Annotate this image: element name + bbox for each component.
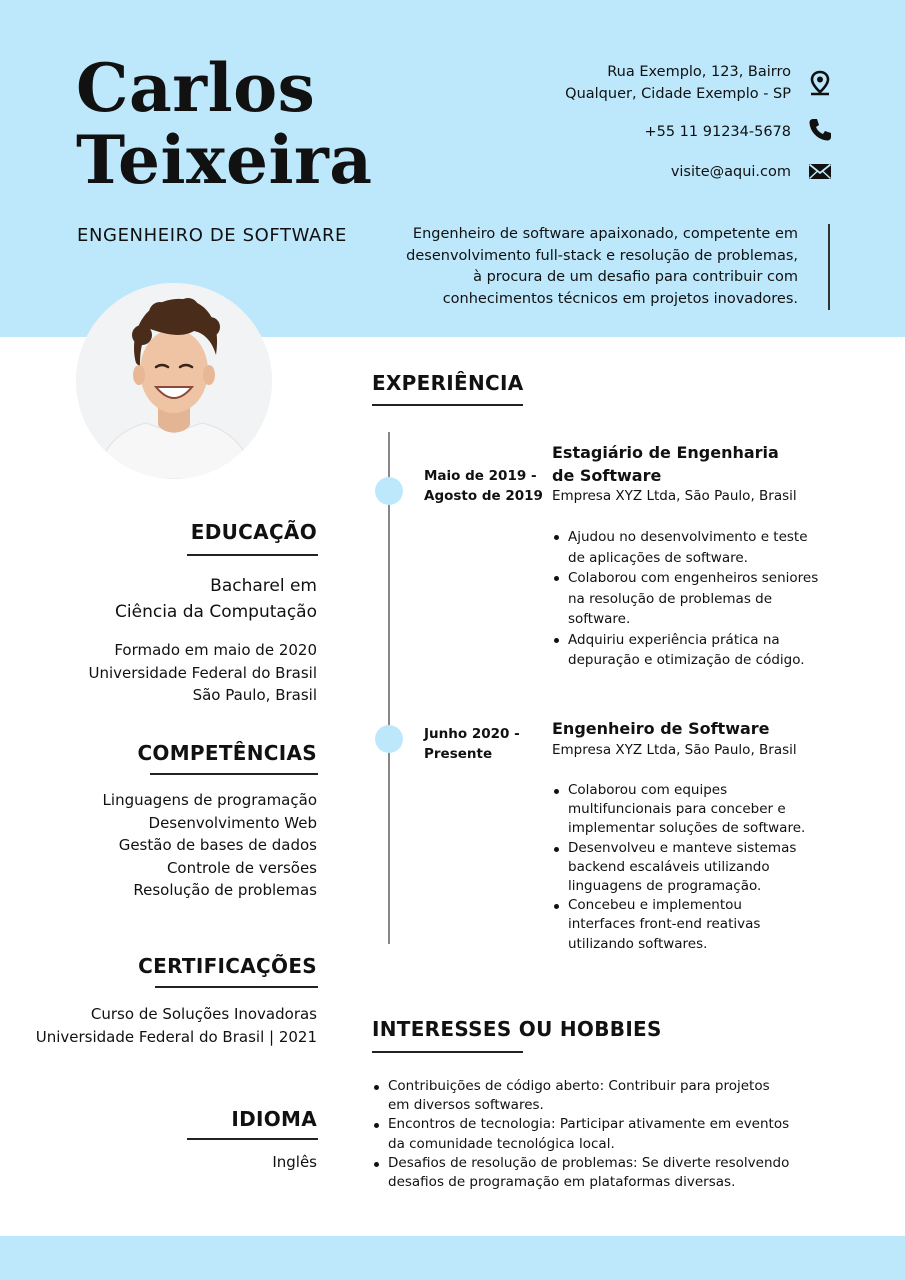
bullet-line: linguagens de programação.: [568, 878, 762, 895]
hobby-item: [372, 1154, 852, 1192]
job-date: [424, 724, 520, 764]
job-date-start: Junho 2020 -: [424, 726, 520, 742]
job-bullet: [552, 839, 852, 897]
job-role-line: Estagiário de Engenharia: [552, 443, 779, 462]
education-rule: [187, 554, 318, 556]
bullet-line: interfaces front-end reativas: [568, 916, 761, 933]
job-date-start: Maio de 2019 -: [424, 468, 537, 484]
bullet-line: backend escaláveis utilizando: [568, 858, 770, 875]
language-rule: [187, 1138, 318, 1140]
job-bullet: [552, 630, 852, 671]
last-name: Teixeira: [76, 121, 373, 199]
summary-divider: [828, 224, 830, 310]
certifications-rule: [155, 986, 318, 988]
job-bullet: [552, 896, 852, 954]
skills-list: [103, 789, 317, 902]
bullet-line: Colaborou com engenheiros seniores: [568, 570, 819, 586]
profile-photo: [76, 283, 272, 479]
bullet-line: na resolução de problemas de: [568, 590, 773, 607]
job-bullet: [552, 568, 852, 630]
job-date-end: Agosto de 2019: [424, 488, 543, 504]
job-date: [424, 466, 543, 506]
location-icon: [806, 69, 834, 97]
contact-website[interactable]: visite@aqui.com: [670, 164, 791, 180]
skill-item: Resolução de problemas: [133, 881, 317, 899]
profile-summary: [380, 224, 798, 310]
contact-address: [565, 62, 791, 105]
job-date-end: Presente: [424, 746, 493, 762]
job-role-line: Engenheiro de Software: [552, 719, 770, 738]
job-company: Empresa XYZ Ltda, São Paulo, Brasil: [552, 488, 797, 504]
certification-line: Universidade Federal do Brasil | 2021: [35, 1027, 317, 1046]
bullet-line: Colaborou com equipes: [568, 782, 728, 798]
person-name: [76, 49, 373, 199]
phone-icon: [806, 116, 834, 144]
certifications-list: [36, 1003, 317, 1048]
timeline-dot: [375, 725, 403, 753]
bullet-line: software.: [568, 611, 631, 627]
bullet-line: Adquiriu experiência prática na: [568, 631, 780, 648]
education-details: [89, 639, 318, 707]
skill-item: Gestão de bases de dados: [118, 836, 317, 854]
job-role-line: de Software: [552, 466, 662, 485]
bullet-line: Desenvolveu e manteve sistemas: [568, 839, 797, 856]
bullet-line: multifuncionais para conceber e: [568, 801, 786, 818]
hobby-line: desafios de programação em plataformas diversas.: [388, 1174, 736, 1191]
summary-line: desenvolvimento full-stack e resolução de problemas,: [406, 247, 798, 264]
hobby-item: [372, 1115, 852, 1153]
job-role: [552, 441, 779, 487]
experience-timeline: [388, 432, 390, 944]
hobby-line: em diversos softwares.: [388, 1097, 544, 1114]
first-name: Carlos: [76, 49, 316, 127]
skill-item: Controle de versões: [166, 858, 317, 877]
bullet-line: implementar soluções de software.: [568, 820, 806, 837]
experience-rule: [372, 404, 523, 406]
hobbies-list: [372, 1077, 852, 1192]
certification-line: Curso de Soluções Inovadoras: [90, 1005, 317, 1023]
language-item: Inglês: [272, 1153, 317, 1171]
degree-line: Ciência da Computação: [115, 602, 317, 622]
certifications-heading: CERTIFICAÇÕES: [138, 954, 317, 978]
language-heading: IDIOMA: [231, 1107, 317, 1131]
job-bullet: [552, 781, 852, 839]
hobby-line: Encontros de tecnologia: Participar ativamente em eventos: [388, 1116, 790, 1133]
summary-line: Engenheiro de software apaixonado, competente em: [412, 226, 798, 242]
education-heading: EDUCAÇÃO: [190, 520, 317, 544]
timeline-dot: [375, 477, 403, 505]
hobby-line: da comunidade tecnológica local.: [388, 1135, 615, 1152]
contact-phone[interactable]: +55 11 91234-5678: [644, 124, 791, 140]
education-detail: Formado em maio de 2020: [114, 641, 317, 659]
education-detail: São Paulo, Brasil: [192, 686, 317, 704]
skills-heading: COMPETÊNCIAS: [137, 741, 317, 765]
hobby-line: Desafios de resolução de problemas: Se diverte resolvendo: [388, 1154, 790, 1171]
hobbies-rule: [372, 1051, 523, 1053]
job-title: ENGENHEIRO DE SOFTWARE: [77, 225, 348, 246]
summary-line: conhecimentos técnicos em projetos inovadores.: [442, 290, 798, 307]
hobby-item: [372, 1077, 852, 1115]
degree-line: Bacharel em: [210, 576, 317, 596]
hobby-line: Contribuições de código aberto: Contribuir para projetos: [388, 1078, 770, 1094]
bullet-line: Ajudou no desenvolvimento e teste: [568, 529, 808, 545]
job-bullets: [552, 781, 852, 954]
address-line-2: Qualquer, Cidade Exemplo - SP: [565, 85, 791, 102]
address-line-1: Rua Exemplo, 123, Bairro: [607, 64, 791, 80]
bullet-line: depuração e otimização de código.: [568, 652, 805, 668]
bullet-line: utilizando softwares.: [568, 935, 708, 952]
footer-band: [0, 1236, 905, 1280]
bullet-line: de aplicações de software.: [568, 549, 748, 566]
hobbies-heading: INTERESSES OU HOBBIES: [372, 1017, 662, 1041]
job-bullet: [552, 527, 852, 568]
education-degree: [115, 573, 317, 625]
skill-item: Linguagens de programação: [102, 791, 317, 809]
job-bullets: [552, 527, 852, 671]
bullet-line: Concebeu e implementou: [568, 897, 742, 914]
summary-line: à procura de um desafio para contribuir com: [473, 269, 798, 285]
experience-heading: EXPERIÊNCIA: [372, 371, 524, 395]
job-role: [552, 717, 770, 740]
skill-item: Desenvolvimento Web: [148, 813, 317, 832]
mail-icon: [806, 158, 834, 186]
skills-rule: [150, 773, 318, 775]
job-company: Empresa XYZ Ltda, São Paulo, Brasil: [552, 742, 797, 758]
education-detail: Universidade Federal do Brasil: [88, 663, 317, 682]
